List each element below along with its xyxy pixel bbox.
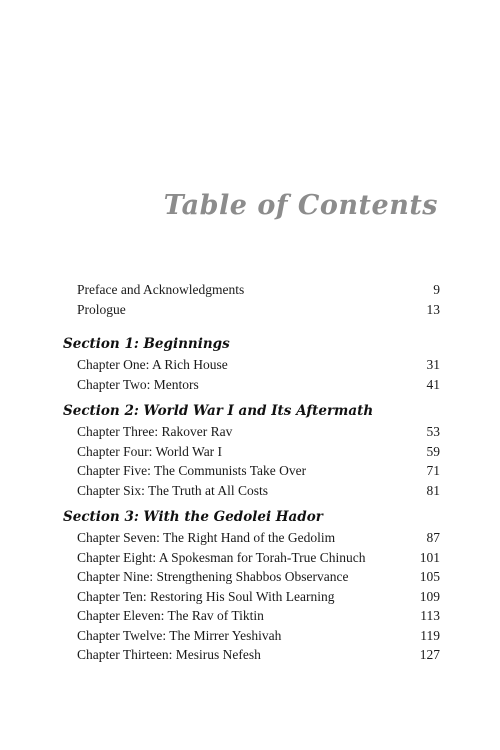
entry-page-number: 53 <box>426 424 440 439</box>
toc-entry-chapter <box>0 626 500 646</box>
entry-label: Chapter Five: The Communists Take Over <box>77 463 307 478</box>
entry-label: Chapter Two: Mentors <box>77 376 199 392</box>
entry-page-number: 81 <box>426 482 440 498</box>
entry-page-number: 105 <box>419 569 440 584</box>
entry-label: Prologue <box>77 301 126 317</box>
entry-page-number: 9 <box>433 282 440 297</box>
entry-label: Chapter Ten: Restoring His Soul With Learning <box>77 588 335 604</box>
toc-entry-chapter <box>0 481 500 501</box>
toc-entry-chapter <box>0 528 500 548</box>
section-heading-2 <box>0 400 500 422</box>
entry-page-number: 109 <box>419 588 440 604</box>
toc-entry-preface <box>0 280 500 300</box>
entry-page-number: 119 <box>420 627 440 643</box>
toc-entry-chapter <box>0 606 500 626</box>
entry-page-number: 101 <box>419 549 440 565</box>
section-heading-label: Section 1: Beginnings <box>63 336 230 352</box>
entry-label: Chapter Thirteen: Mesirus Nefesh <box>77 647 261 662</box>
toc-entry-chapter <box>0 355 500 375</box>
section-heading-3 <box>0 506 500 528</box>
entry-label: Chapter Four: World War I <box>77 443 223 459</box>
entry-label: Chapter Eight: A Spokesman for Torah-True Chinuch <box>77 549 366 565</box>
entry-page-number: 59 <box>426 443 440 459</box>
entry-page-number: 127 <box>419 647 440 662</box>
entry-page-number: 113 <box>420 608 440 623</box>
entry-page-number: 13 <box>426 301 440 317</box>
entry-page-number: 41 <box>426 376 440 392</box>
entry-label: Chapter Six: The Truth at All Costs <box>77 482 269 498</box>
toc-entry-chapter <box>0 567 500 587</box>
toc-entry-chapter <box>0 422 500 442</box>
entry-page-number: 71 <box>426 463 440 478</box>
toc-entry-prologue <box>0 300 500 320</box>
section-heading-1 <box>0 333 500 355</box>
entry-label: Chapter Nine: Strengthening Shabbos Observance <box>77 569 349 584</box>
page-title: Table of Contents <box>163 190 438 221</box>
section-heading-label: Section 3: With the Gedolei Hador <box>63 509 323 525</box>
toc-entry-chapter <box>0 461 500 481</box>
entry-label: Chapter Twelve: The Mirrer Yeshivah <box>77 627 282 643</box>
toc-entry-chapter <box>0 375 500 395</box>
entry-label: Chapter Three: Rakover Rav <box>77 424 233 439</box>
entry-label: Chapter Seven: The Right Hand of the Gedolim <box>77 530 336 545</box>
entry-label: Preface and Acknowledgments <box>77 282 245 297</box>
toc-entry-chapter <box>0 442 500 462</box>
toc-entry-chapter <box>0 587 500 607</box>
toc-entry-chapter <box>0 645 500 665</box>
section-heading-label: Section 2: World War I and Its Aftermath <box>63 403 374 419</box>
toc-entry-chapter <box>0 548 500 568</box>
entry-page-number: 87 <box>426 530 440 545</box>
entry-page-number: 31 <box>426 357 440 372</box>
entry-label: Chapter One: A Rich House <box>77 357 228 372</box>
entry-label: Chapter Eleven: The Rav of Tiktin <box>77 608 264 623</box>
toc-entries <box>0 280 500 665</box>
